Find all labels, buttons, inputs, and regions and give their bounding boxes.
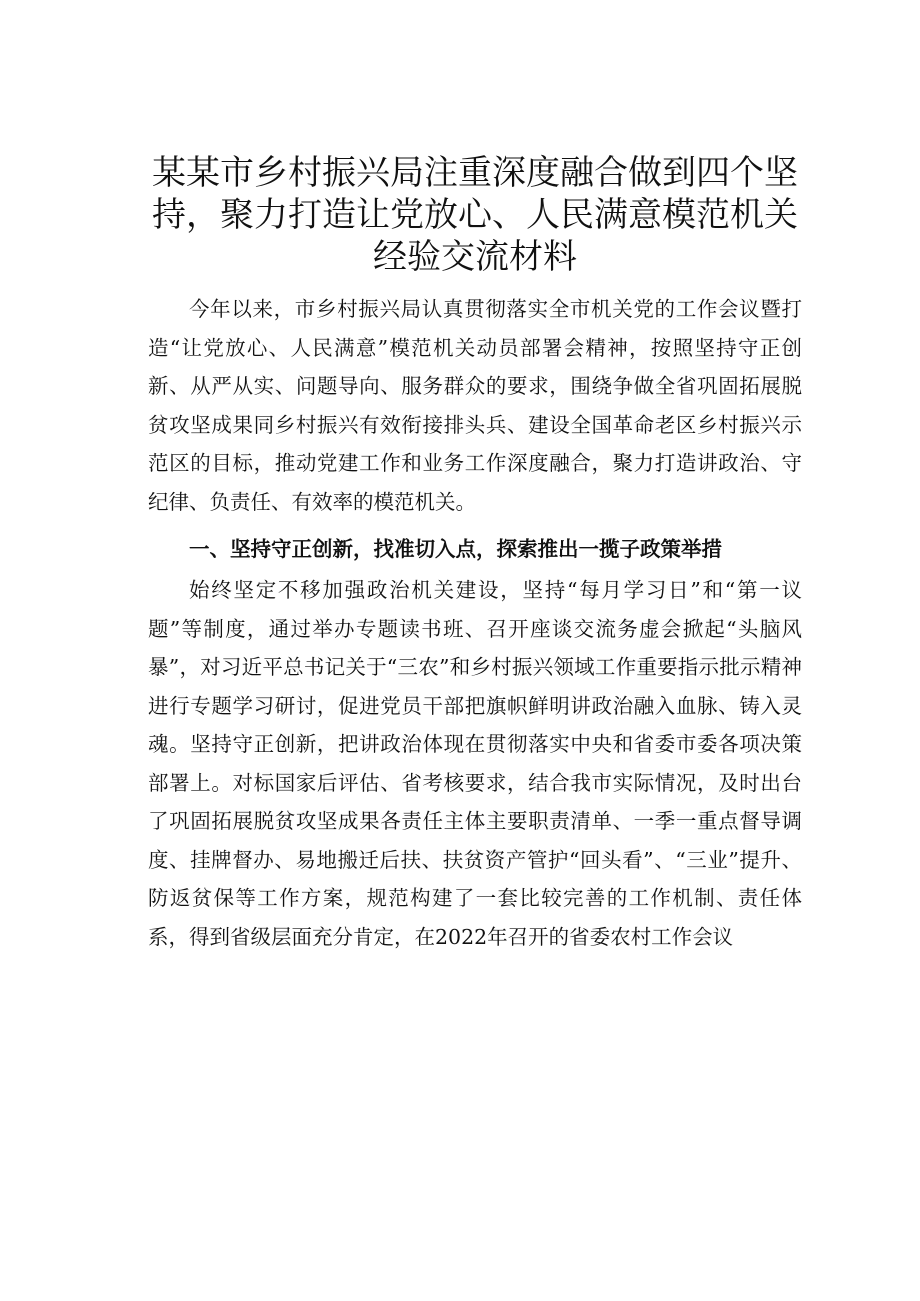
section-heading: 一、坚持守正创新，找准切入点，探索推出一揽子政策举措 (189, 537, 722, 561)
document-title: 某某市乡村振兴局注重深度融合做到四个坚持，聚力打造让党放心、人民满意模范机关经验交流材料 (152, 153, 798, 277)
document-body (148, 152, 802, 956)
intro-paragraph: 今年以来，市乡村振兴局认真贯彻落实全市机关党的工作会议暨打造“让党放心、人民满意”模范机关动员部署会精神，按照坚持守正创新、从严从实、问题导向、服务群众的要求，围绕争做全省巩固拓展脱贫攻坚成果同乡村振兴有效衔接排头兵、建设全国革命老区乡村振兴示范区的目标，推动党建工作和业务工作深度融合，聚力打造讲政治、守纪律、负责任、有效率的模范机关。 (148, 297, 802, 514)
section-paragraph: 始终坚定不移加强政治机关建设，坚持“每月学习日”和“第一议题”等制度，通过举办专题读书班、召开座谈交流务虚会掀起“头脑风暴”，对习近平总书记关于“三农”和乡村振兴领域工作重要指示批示精神进行专题学习研讨，促进党员干部把旗帜鲜明讲政治融入血脉、铸入灵魂。坚持守正创新，把讲政治体现在贯彻落实中央和省委市委各项决策部署上。对标国家后评估、省考核要求，结合我市实际情况，及时出台了巩固拓展脱贫攻坚成果各责任主体主要职责清单、一季一重点督导调度、挂牌督办、易地搬迁后扶、扶贫资产管护“回头看”、“三业”提升、防返贫保等工作方案，规范构建了一套比较完善的工作机制、责任体系，得到省级层面充分肯定，在2022年召开的省委农村工作会议 (148, 578, 802, 949)
